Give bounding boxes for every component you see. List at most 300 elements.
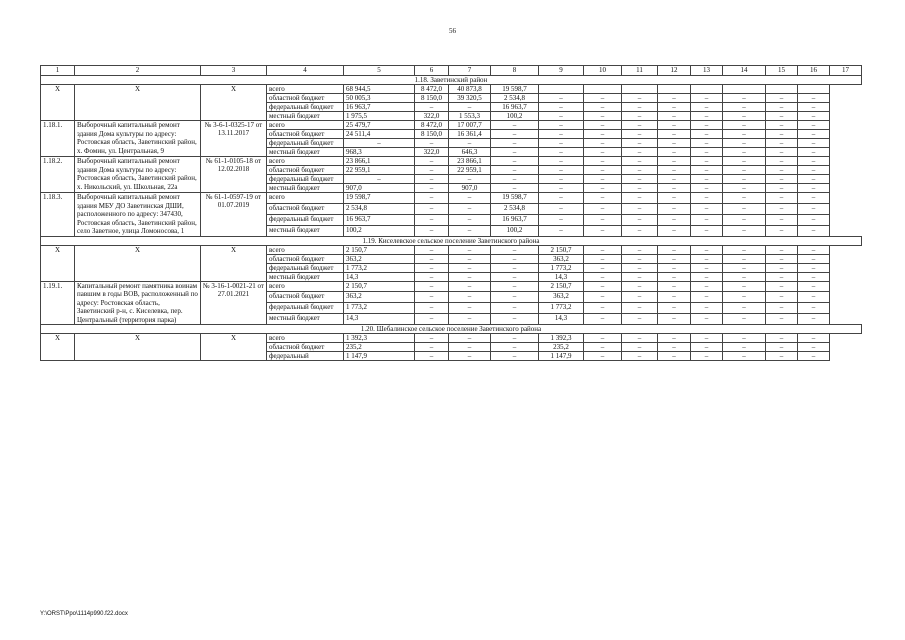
value-cell: – — [491, 166, 539, 175]
value-cell: – — [491, 352, 539, 361]
value-cell: – — [415, 334, 449, 343]
value-cell: – — [491, 334, 539, 343]
file-path-footer: Y:\ORST\Ppo\1114p990.f22.docx — [40, 611, 128, 617]
value-cell: – — [584, 314, 622, 325]
value-cell: – — [539, 157, 584, 166]
table-row — [41, 245, 862, 254]
value-cell: 22 959,1 — [344, 166, 415, 175]
value-cell: – — [491, 157, 539, 166]
value-cell: – — [798, 303, 830, 314]
budget-source: федеральный — [267, 352, 344, 361]
value-cell: – — [622, 254, 658, 263]
value-cell: – — [658, 292, 691, 303]
column-number: 7 — [449, 66, 491, 76]
value-cell: 968,3 — [344, 148, 415, 157]
budget-source: всего — [267, 193, 344, 204]
value-cell: – — [798, 214, 830, 225]
value-cell: – — [622, 245, 658, 254]
value-cell: – — [539, 214, 584, 225]
value-cell: 23 866,1 — [449, 157, 491, 166]
value-cell: – — [691, 214, 723, 225]
value-cell: 2 150,7 — [539, 281, 584, 292]
value-cell — [658, 85, 691, 94]
value-cell: – — [798, 245, 830, 254]
item-document: № 3-6-1-0325-17 от 13.11.2017 — [201, 121, 267, 157]
value-cell: – — [622, 103, 658, 112]
value-cell: – — [798, 130, 830, 139]
value-cell: 8 150,0 — [415, 130, 449, 139]
value-cell: – — [491, 263, 539, 272]
value-cell: – — [415, 263, 449, 272]
value-cell: – — [415, 303, 449, 314]
value-cell: – — [766, 314, 798, 325]
value-cell: – — [539, 112, 584, 121]
value-cell: – — [691, 272, 723, 281]
value-cell: – — [798, 121, 830, 130]
value-cell: – — [658, 214, 691, 225]
value-cell: – — [449, 175, 491, 184]
value-cell: – — [415, 292, 449, 303]
value-cell: – — [539, 184, 584, 193]
value-cell: – — [622, 303, 658, 314]
value-cell: – — [723, 334, 766, 343]
item-number: 1.18.2. — [41, 157, 75, 193]
table-row — [41, 121, 862, 130]
value-cell: – — [584, 203, 622, 214]
value-cell: – — [491, 303, 539, 314]
value-cell: – — [691, 139, 723, 148]
column-number: 9 — [539, 66, 584, 76]
value-cell: – — [766, 303, 798, 314]
budget-source: всего — [267, 334, 344, 343]
value-cell: – — [658, 303, 691, 314]
value-cell: – — [449, 245, 491, 254]
value-cell: – — [798, 334, 830, 343]
column-number: 12 — [658, 66, 691, 76]
value-cell: 19 598,7 — [491, 85, 539, 94]
value-cell: – — [449, 103, 491, 112]
value-cell: – — [584, 184, 622, 193]
item-document: № 61-1-0597-19 от 01.07.2019 — [201, 193, 267, 237]
value-cell: – — [798, 184, 830, 193]
value-cell: – — [658, 166, 691, 175]
value-cell: 1 147,9 — [344, 352, 415, 361]
value-cell: 22 959,1 — [449, 166, 491, 175]
value-cell: 1 392,3 — [344, 334, 415, 343]
value-cell: – — [415, 157, 449, 166]
value-cell: 2 150,7 — [344, 245, 415, 254]
value-cell: – — [723, 263, 766, 272]
budget-source: местный бюджет — [267, 112, 344, 121]
value-cell: – — [691, 112, 723, 121]
value-cell: – — [691, 184, 723, 193]
value-cell: – — [798, 263, 830, 272]
value-cell: – — [766, 130, 798, 139]
column-number: 10 — [584, 66, 622, 76]
value-cell: – — [622, 193, 658, 204]
value-cell: 2 534,8 — [491, 203, 539, 214]
column-number: 17 — [830, 66, 862, 76]
value-cell: – — [584, 263, 622, 272]
value-cell: – — [584, 352, 622, 361]
value-cell: – — [723, 166, 766, 175]
value-cell: – — [723, 245, 766, 254]
value-cell: – — [449, 203, 491, 214]
value-cell: – — [415, 272, 449, 281]
column-number: 2 — [75, 66, 201, 76]
value-cell: – — [415, 103, 449, 112]
value-cell: – — [539, 225, 584, 236]
value-cell: 2 150,7 — [344, 281, 415, 292]
value-cell: – — [658, 245, 691, 254]
value-cell: – — [622, 334, 658, 343]
value-cell: – — [691, 94, 723, 103]
value-cell: – — [622, 225, 658, 236]
value-cell: – — [584, 130, 622, 139]
budget-source: федеральный бюджет — [267, 214, 344, 225]
value-cell: – — [766, 203, 798, 214]
value-cell: – — [766, 263, 798, 272]
value-cell: – — [584, 103, 622, 112]
value-cell: – — [622, 272, 658, 281]
value-cell: – — [449, 272, 491, 281]
value-cell: 907,0 — [449, 184, 491, 193]
section-row — [41, 236, 862, 245]
value-cell: 100,2 — [491, 112, 539, 121]
value-cell — [691, 85, 723, 94]
value-cell: – — [415, 166, 449, 175]
item-name: Х — [75, 85, 201, 121]
column-number: 1 — [41, 66, 75, 76]
value-cell: – — [491, 254, 539, 263]
section-row — [41, 325, 862, 334]
value-cell: – — [622, 352, 658, 361]
item-number: 1.18.3. — [41, 193, 75, 237]
value-cell: 363,2 — [539, 292, 584, 303]
value-cell: – — [539, 193, 584, 204]
page-number: 56 — [449, 27, 456, 35]
value-cell: – — [766, 193, 798, 204]
budget-source: всего — [267, 281, 344, 292]
value-cell: 363,2 — [539, 254, 584, 263]
value-cell: 363,2 — [344, 254, 415, 263]
value-cell: – — [584, 272, 622, 281]
value-cell: 23 866,1 — [344, 157, 415, 166]
value-cell: – — [766, 281, 798, 292]
budget-source: всего — [267, 157, 344, 166]
value-cell: – — [658, 334, 691, 343]
value-cell: 1 553,3 — [449, 112, 491, 121]
value-cell: – — [449, 225, 491, 236]
value-cell: – — [691, 314, 723, 325]
value-cell: – — [449, 343, 491, 352]
value-cell: – — [658, 139, 691, 148]
value-cell: – — [691, 303, 723, 314]
value-cell: – — [691, 225, 723, 236]
value-cell: – — [798, 94, 830, 103]
item-name: Капитальный ремонт памятника воинам павшим в годы ВОВ, расположенный по адресу: Ростовская область, Заветинский р-н, с. Киселевка, пер. Центральный (территория парка) — [75, 281, 201, 325]
value-cell: – — [491, 121, 539, 130]
value-cell: – — [798, 314, 830, 325]
budget-source: федеральный бюджет — [267, 303, 344, 314]
value-cell: – — [723, 193, 766, 204]
item-name: Выборочный капитальный ремонт здания Дома культуры по адресу: Ростовская область, Заветинский район, х. Никольский, ул. Школьная, 22а — [75, 157, 201, 193]
item-name: Выборочный капитальный ремонт здания МБУ ДО Заветинская ДШИ, расположенного по адресу: 347430, Ростовская область, Заветинский район, село Заветное, улица Ломоносова, 1 — [75, 193, 201, 237]
value-cell: 1 392,3 — [539, 334, 584, 343]
value-cell: – — [622, 175, 658, 184]
value-cell: – — [798, 148, 830, 157]
value-cell: – — [691, 148, 723, 157]
budget-source: областной бюджет — [267, 292, 344, 303]
value-cell: – — [658, 157, 691, 166]
value-cell: – — [766, 94, 798, 103]
value-cell — [622, 85, 658, 94]
budget-source: федеральный бюджет — [267, 139, 344, 148]
item-number: 1.18.1. — [41, 121, 75, 157]
value-cell: – — [584, 303, 622, 314]
value-cell: – — [449, 263, 491, 272]
value-cell: – — [723, 272, 766, 281]
value-cell: – — [449, 303, 491, 314]
value-cell: – — [415, 175, 449, 184]
value-cell: – — [344, 175, 415, 184]
item-name: Х — [75, 334, 201, 361]
value-cell: 16 963,7 — [491, 103, 539, 112]
value-cell: – — [539, 103, 584, 112]
value-cell: – — [723, 281, 766, 292]
value-cell: – — [491, 245, 539, 254]
budget-source: местный бюджет — [267, 148, 344, 157]
value-cell: – — [415, 254, 449, 263]
value-cell: – — [691, 175, 723, 184]
value-cell: – — [766, 112, 798, 121]
value-cell: 8 150,0 — [415, 94, 449, 103]
budget-source: местный бюджет — [267, 225, 344, 236]
value-cell: – — [584, 166, 622, 175]
value-cell: – — [658, 103, 691, 112]
value-cell: – — [766, 214, 798, 225]
value-cell: – — [798, 166, 830, 175]
column-number: 11 — [622, 66, 658, 76]
value-cell: 322,0 — [415, 112, 449, 121]
value-cell: – — [584, 148, 622, 157]
value-cell: – — [766, 225, 798, 236]
value-cell: – — [584, 334, 622, 343]
item-name: Х — [75, 245, 201, 281]
value-cell: – — [622, 292, 658, 303]
value-cell: – — [798, 254, 830, 263]
value-cell: 14,3 — [539, 272, 584, 281]
value-cell: – — [622, 166, 658, 175]
value-cell: – — [691, 343, 723, 352]
value-cell: – — [658, 112, 691, 121]
value-cell: – — [622, 157, 658, 166]
value-cell: – — [658, 343, 691, 352]
value-cell: – — [658, 314, 691, 325]
item-number: 1.19.1. — [41, 281, 75, 325]
budget-source: областной бюджет — [267, 254, 344, 263]
value-cell: – — [766, 334, 798, 343]
value-cell: 1 773,2 — [539, 263, 584, 272]
value-cell: – — [622, 214, 658, 225]
value-cell: 16 963,7 — [344, 103, 415, 112]
value-cell: – — [723, 352, 766, 361]
value-cell: 16 963,7 — [344, 214, 415, 225]
value-cell: – — [658, 281, 691, 292]
budget-source: федеральный бюджет — [267, 263, 344, 272]
value-cell: – — [691, 203, 723, 214]
value-cell: – — [723, 303, 766, 314]
budget-table — [40, 65, 862, 361]
value-cell: – — [622, 263, 658, 272]
budget-source: федеральный бюджет — [267, 175, 344, 184]
value-cell: 1 773,2 — [344, 263, 415, 272]
value-cell: – — [798, 272, 830, 281]
value-cell: – — [766, 352, 798, 361]
table-row — [41, 334, 862, 343]
value-cell: – — [691, 281, 723, 292]
section-title: 1.18. Заветинский район — [41, 76, 862, 85]
value-cell: 24 511,4 — [344, 130, 415, 139]
table-row — [41, 85, 862, 94]
value-cell: – — [622, 281, 658, 292]
value-cell: – — [658, 184, 691, 193]
value-cell: – — [491, 292, 539, 303]
budget-source: федеральный бюджет — [267, 103, 344, 112]
value-cell: – — [415, 245, 449, 254]
item-document: Х — [201, 85, 267, 121]
value-cell: – — [449, 334, 491, 343]
value-cell: – — [658, 254, 691, 263]
value-cell: – — [449, 281, 491, 292]
value-cell: – — [622, 343, 658, 352]
value-cell: 2 534,8 — [344, 203, 415, 214]
value-cell: – — [798, 103, 830, 112]
value-cell: – — [798, 292, 830, 303]
budget-source: областной бюджет — [267, 94, 344, 103]
value-cell: – — [491, 139, 539, 148]
value-cell: – — [723, 139, 766, 148]
value-cell: – — [766, 254, 798, 263]
value-cell: 363,2 — [344, 292, 415, 303]
value-cell: – — [415, 314, 449, 325]
item-number: Х — [41, 85, 75, 121]
value-cell: – — [491, 175, 539, 184]
value-cell: 14,3 — [344, 314, 415, 325]
value-cell: – — [766, 139, 798, 148]
value-cell: – — [491, 184, 539, 193]
value-cell: – — [691, 263, 723, 272]
value-cell: – — [723, 112, 766, 121]
column-number: 4 — [267, 66, 344, 76]
value-cell: – — [415, 193, 449, 204]
value-cell: – — [622, 203, 658, 214]
value-cell: – — [539, 148, 584, 157]
value-cell: – — [798, 225, 830, 236]
value-cell: – — [723, 254, 766, 263]
value-cell: – — [766, 272, 798, 281]
value-cell: – — [798, 281, 830, 292]
value-cell: – — [539, 130, 584, 139]
item-document: № 3-16-1-0021-21 от 27.01.2021 — [201, 281, 267, 325]
value-cell: – — [622, 184, 658, 193]
value-cell: – — [491, 343, 539, 352]
value-cell: – — [723, 343, 766, 352]
value-cell: – — [584, 157, 622, 166]
value-cell: 19 598,7 — [344, 193, 415, 204]
value-cell: – — [539, 94, 584, 103]
value-cell: 100,2 — [344, 225, 415, 236]
value-cell: – — [539, 139, 584, 148]
column-number: 8 — [491, 66, 539, 76]
value-cell: – — [691, 130, 723, 139]
value-cell: – — [539, 203, 584, 214]
value-cell: – — [584, 214, 622, 225]
value-cell: – — [415, 225, 449, 236]
value-cell: 235,2 — [344, 343, 415, 352]
value-cell: – — [584, 254, 622, 263]
value-cell: – — [622, 148, 658, 157]
value-cell: – — [622, 130, 658, 139]
value-cell: – — [691, 157, 723, 166]
value-cell: 14,3 — [539, 314, 584, 325]
item-document: № 61-1-0105-18 от 12.02.2018 — [201, 157, 267, 193]
value-cell: – — [449, 214, 491, 225]
budget-source: местный бюджет — [267, 314, 344, 325]
value-cell: – — [658, 203, 691, 214]
budget-source: областной бюджет — [267, 166, 344, 175]
value-cell: – — [584, 121, 622, 130]
value-cell: – — [415, 203, 449, 214]
value-cell: – — [798, 157, 830, 166]
value-cell: – — [658, 225, 691, 236]
value-cell: – — [766, 184, 798, 193]
budget-source: областной бюджет — [267, 343, 344, 352]
budget-source: всего — [267, 121, 344, 130]
value-cell: – — [344, 139, 415, 148]
value-cell: – — [539, 175, 584, 184]
value-cell: – — [723, 214, 766, 225]
item-number: Х — [41, 245, 75, 281]
value-cell: – — [766, 121, 798, 130]
value-cell: – — [691, 292, 723, 303]
value-cell: 8 472,0 — [415, 121, 449, 130]
value-cell: – — [584, 343, 622, 352]
value-cell: – — [798, 175, 830, 184]
value-cell: – — [658, 193, 691, 204]
column-number: 15 — [766, 66, 798, 76]
value-cell: – — [491, 148, 539, 157]
value-cell: – — [584, 193, 622, 204]
value-cell: – — [723, 292, 766, 303]
value-cell: – — [449, 314, 491, 325]
value-cell: – — [449, 292, 491, 303]
value-cell: – — [584, 281, 622, 292]
value-cell: – — [491, 272, 539, 281]
value-cell: – — [622, 121, 658, 130]
value-cell: – — [658, 94, 691, 103]
value-cell — [798, 85, 830, 94]
value-cell: – — [798, 139, 830, 148]
item-name: Выборочный капитальный ремонт здания Дома культуры по адресу: Ростовская область, Заветинский район, х. Фомин, ул. Центральная, 9 — [75, 121, 201, 157]
value-cell: – — [766, 175, 798, 184]
section-title: 1.19. Киселевское сельское поселение Заветинского района — [41, 236, 862, 245]
value-cell: 322,0 — [415, 148, 449, 157]
value-cell: – — [723, 157, 766, 166]
value-cell: – — [691, 121, 723, 130]
value-cell: – — [798, 352, 830, 361]
section-row — [41, 76, 862, 85]
